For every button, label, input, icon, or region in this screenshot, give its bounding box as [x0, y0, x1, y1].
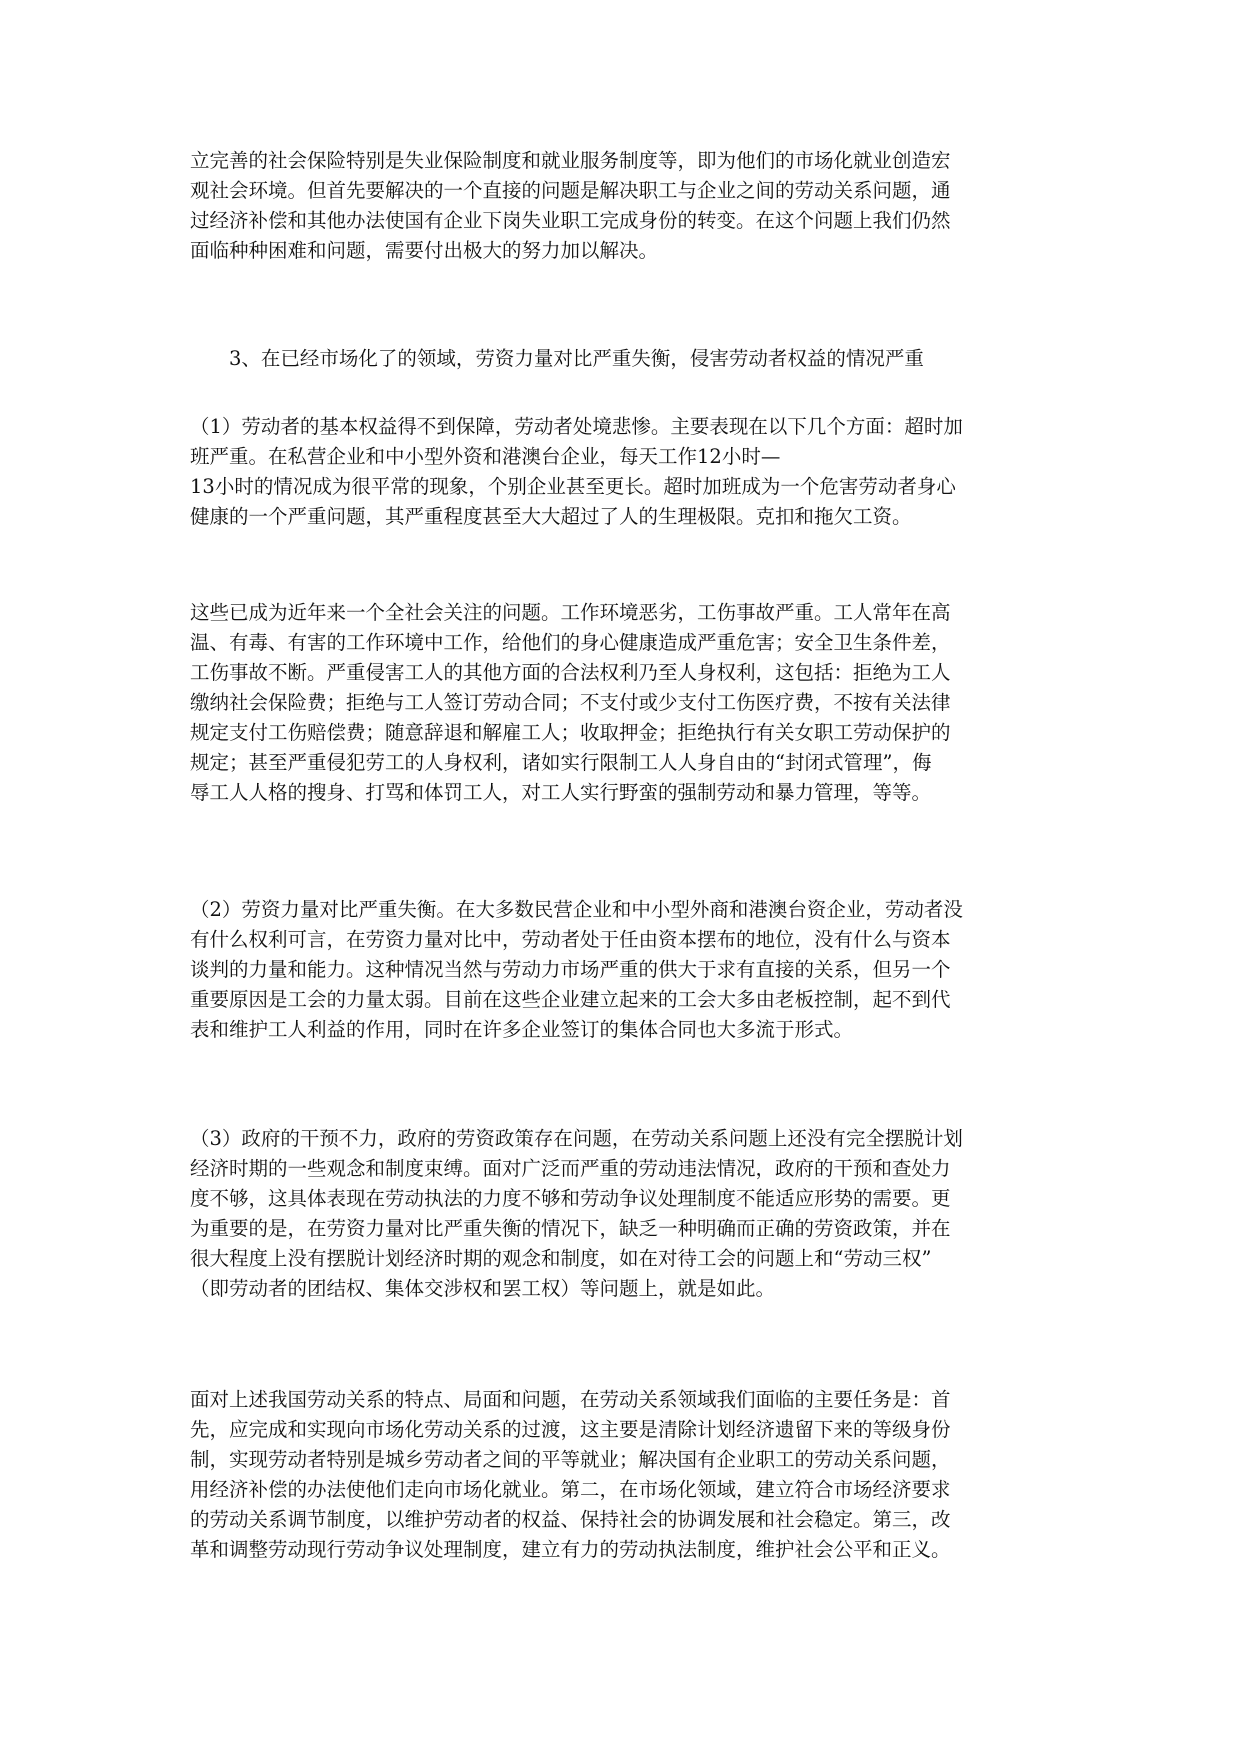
paragraph-working-conditions	[190, 598, 1050, 808]
text-line: 缴纳社会保险费；拒绝与工人签订劳动合同；不支付或少支付工伤医疗费，不按有关法律	[190, 691, 951, 714]
text-line: 规定支付工伤赔偿费；随意辞退和解雇工人；收取押金；拒绝执行有关女职工劳动保护的	[190, 721, 951, 744]
text-line: （1）劳动者的基本权益得不到保障，劳动者处境悲惨。主要表现在以下几个方面：超时加	[190, 415, 963, 438]
text-line: 面临种种困难和问题，需要付出极大的努力加以解决。	[190, 239, 659, 262]
text-line: 的劳动关系调节制度，以维护劳动者的权益、保持社会的协调发展和社会稳定。第三，改	[190, 1508, 951, 1531]
text-line: 工伤事故不断。严重侵害工人的其他方面的合法权利乃至人身权利，这包括：拒绝为工人	[190, 661, 951, 684]
text-line: 用经济补偿的办法使他们走向市场化就业。第二，在市场化领域，建立符合市场经济要求	[190, 1478, 951, 1501]
text-line: 温、有毒、有害的工作环境中工作，给他们的身心健康造成严重危害；安全卫生条件差，	[190, 631, 951, 654]
text-line: （3）政府的干预不力，政府的劳资政策存在问题，在劳动关系问题上还没有完全摆脱计划	[190, 1127, 963, 1150]
text-line: 健康的一个严重问题，其严重程度甚至大大超过了人的生理极限。克扣和拖欠工资。	[190, 505, 912, 528]
text-line: 面对上述我国劳动关系的特点、局面和问题，在劳动关系领域我们面临的主要任务是：首	[190, 1388, 951, 1411]
text-line: 13小时的情况成为很平常的现象，个别企业甚至更长。超时加班成为一个危害劳动者身心	[190, 475, 956, 498]
text-line: 立完善的社会保险特别是失业保险制度和就业服务制度等，即为他们的市场化就业创造宏	[190, 149, 951, 172]
text-line: 先，应完成和实现向市场化劳动关系的过渡，这主要是清除计划经济遗留下来的等级身份	[190, 1418, 951, 1441]
text-line: 很大程度上没有摆脱计划经济时期的观念和制度，如在对待工会的问题上和“劳动三权”	[190, 1247, 932, 1270]
text-line: 辱工人人格的搜身、打骂和体罚工人，对工人实行野蛮的强制劳动和暴力管理，等等。	[190, 781, 932, 804]
section-heading-3: 3、在已经市场化了的领域，劳资力量对比严重失衡，侵害劳动者权益的情况严重	[229, 347, 924, 370]
text-line: （即劳动者的团结权、集体交涉权和罢工权）等问题上，就是如此。	[190, 1277, 776, 1300]
paragraph-social-insurance	[190, 146, 1050, 266]
text-line: 谈判的力量和能力。这种情况当然与劳动力市场严重的供大于求有直接的关系，但另一个	[190, 958, 951, 981]
paragraph-power-imbalance	[190, 895, 1050, 1045]
text-line: 规定；甚至严重侵犯劳工的人身权利，诸如实行限制工人人身自由的“封闭式管理”，侮	[190, 751, 932, 774]
text-line: 过经济补偿和其他办法使国有企业下岗失业职工完成身份的转变。在这个问题上我们仍然	[190, 209, 951, 232]
text-line: 表和维护工人利益的作用，同时在许多企业签订的集体合同也大多流于形式。	[190, 1018, 854, 1041]
text-line: 为重要的是，在劳资力量对比严重失衡的情况下，缺乏一种明确而正确的劳资政策，并在	[190, 1217, 951, 1240]
paragraph-main-tasks	[190, 1385, 1050, 1565]
text-line: 经济时期的一些观念和制度束缚。面对广泛而严重的劳动违法情况，政府的干预和查处力	[190, 1157, 951, 1180]
text-line: 有什么权利可言，在劳资力量对比中，劳动者处于任由资本摆布的地位，没有什么与资本	[190, 928, 951, 951]
text-line: 度不够，这具体表现在劳动执法的力度不够和劳动争议处理制度不能适应形势的需要。更	[190, 1187, 951, 1210]
text-line: （2）劳资力量对比严重失衡。在大多数民营企业和中小型外商和港澳台资企业，劳动者没	[190, 898, 963, 921]
text-line: 制，实现劳动者特别是城乡劳动者之间的平等就业；解决国有企业职工的劳动关系问题，	[190, 1448, 951, 1471]
text-line: 革和调整劳动现行劳动争议处理制度，建立有力的劳动执法制度，维护社会公平和正义。	[190, 1538, 951, 1561]
paragraph-government-intervention	[190, 1124, 1050, 1304]
text-line: 重要原因是工会的力量太弱。目前在这些企业建立起来的工会大多由老板控制，起不到代	[190, 988, 951, 1011]
paragraph-basic-rights	[190, 412, 1050, 532]
text-line: 班严重。在私营企业和中小型外资和港澳台企业，每天工作12小时—	[190, 445, 781, 468]
text-line: 观社会环境。但首先要解决的一个直接的问题是解决职工与企业之间的劳动关系问题，通	[190, 179, 951, 202]
text-line: 这些已成为近年来一个全社会关注的问题。工作环境恶劣，工伤事故严重。工人常年在高	[190, 601, 951, 624]
